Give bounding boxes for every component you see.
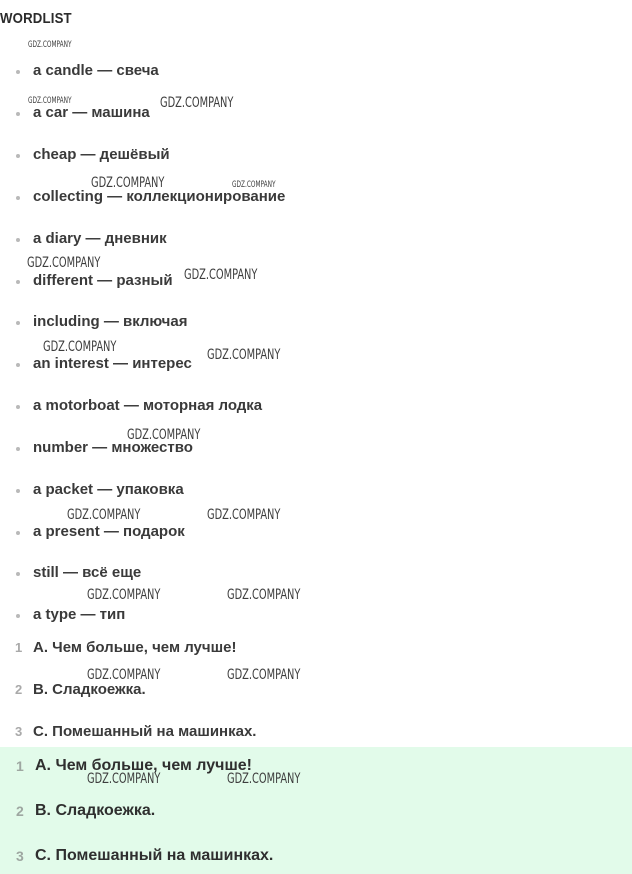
watermark: GDZ.COMPANY xyxy=(43,339,117,355)
watermark: GDZ.COMPANY xyxy=(207,507,281,523)
watermark: GDZ.COMPANY xyxy=(28,40,72,50)
answer-text: A. Чем больше, чем лучше! xyxy=(35,757,252,774)
answer-number: 3 xyxy=(16,848,24,864)
highlighted-answer-block xyxy=(0,747,632,874)
bullet-icon xyxy=(16,363,20,367)
watermark: GDZ.COMPANY xyxy=(227,587,301,603)
bullet-icon xyxy=(16,280,20,284)
answer-text: A. Чем больше, чем лучше! xyxy=(33,639,237,656)
watermark: GDZ.COMPANY xyxy=(127,427,201,443)
word-entry: a motorboat — моторная лодка xyxy=(33,397,263,414)
watermark: GDZ.COMPANY xyxy=(227,667,301,683)
word-entry: a car — машина xyxy=(33,104,150,121)
word-entry: number — множество xyxy=(33,439,193,456)
word-entry: different — разный xyxy=(33,272,173,289)
watermark: GDZ.COMPANY xyxy=(27,255,101,271)
watermark: GDZ.COMPANY xyxy=(160,95,234,111)
word-entry: a packet — упаковка xyxy=(33,481,184,498)
word-entry: cheap — дешёвый xyxy=(33,146,170,163)
word-entry: a diary — дневник xyxy=(33,230,167,247)
watermark: GDZ.COMPANY xyxy=(91,175,165,191)
bullet-icon xyxy=(16,405,20,409)
watermark: GDZ.COMPANY xyxy=(232,180,276,190)
watermark: GDZ.COMPANY xyxy=(67,507,141,523)
bullet-icon xyxy=(16,489,20,493)
bullet-icon xyxy=(16,70,20,74)
bullet-icon xyxy=(16,447,20,451)
bullet-icon xyxy=(16,154,20,158)
bullet-icon xyxy=(16,196,20,200)
watermark: GDZ.COMPANY xyxy=(227,771,301,787)
watermark: GDZ.COMPANY xyxy=(28,96,72,106)
answer-number: 1 xyxy=(16,758,24,774)
bullet-icon xyxy=(16,531,20,535)
bullet-icon xyxy=(16,321,20,325)
watermark: GDZ.COMPANY xyxy=(87,667,161,683)
answer-text: B. Сладкоежка. xyxy=(33,681,146,698)
answer-text: B. Сладкоежка. xyxy=(35,802,156,819)
watermark: GDZ.COMPANY xyxy=(184,267,258,283)
word-entry: a type — тип xyxy=(33,606,126,623)
answer-number: 2 xyxy=(15,682,23,697)
bullet-icon xyxy=(16,238,20,242)
answer-text: C. Помешанный на машинках. xyxy=(33,723,257,740)
word-entry: a candle — свеча xyxy=(33,62,159,79)
bullet-icon xyxy=(16,614,20,618)
wordlist-heading: WORDLIST xyxy=(0,10,72,27)
bullet-icon xyxy=(16,112,20,116)
word-entry: a present — подарок xyxy=(33,523,185,540)
watermark: GDZ.COMPANY xyxy=(207,347,281,363)
answer-number: 3 xyxy=(15,724,23,739)
answer-text: C. Помешанный на машинках. xyxy=(35,847,274,864)
word-entry: an interest — интерес xyxy=(33,355,192,372)
word-entry: still — всё еще xyxy=(33,564,142,581)
watermark: GDZ.COMPANY xyxy=(87,771,161,787)
answer-number: 2 xyxy=(16,803,24,819)
bullet-icon xyxy=(16,572,20,576)
word-entry: collecting — коллекционирование xyxy=(33,188,286,205)
answer-number: 1 xyxy=(15,640,23,655)
word-entry: including — включая xyxy=(33,313,188,330)
watermark: GDZ.COMPANY xyxy=(87,587,161,603)
